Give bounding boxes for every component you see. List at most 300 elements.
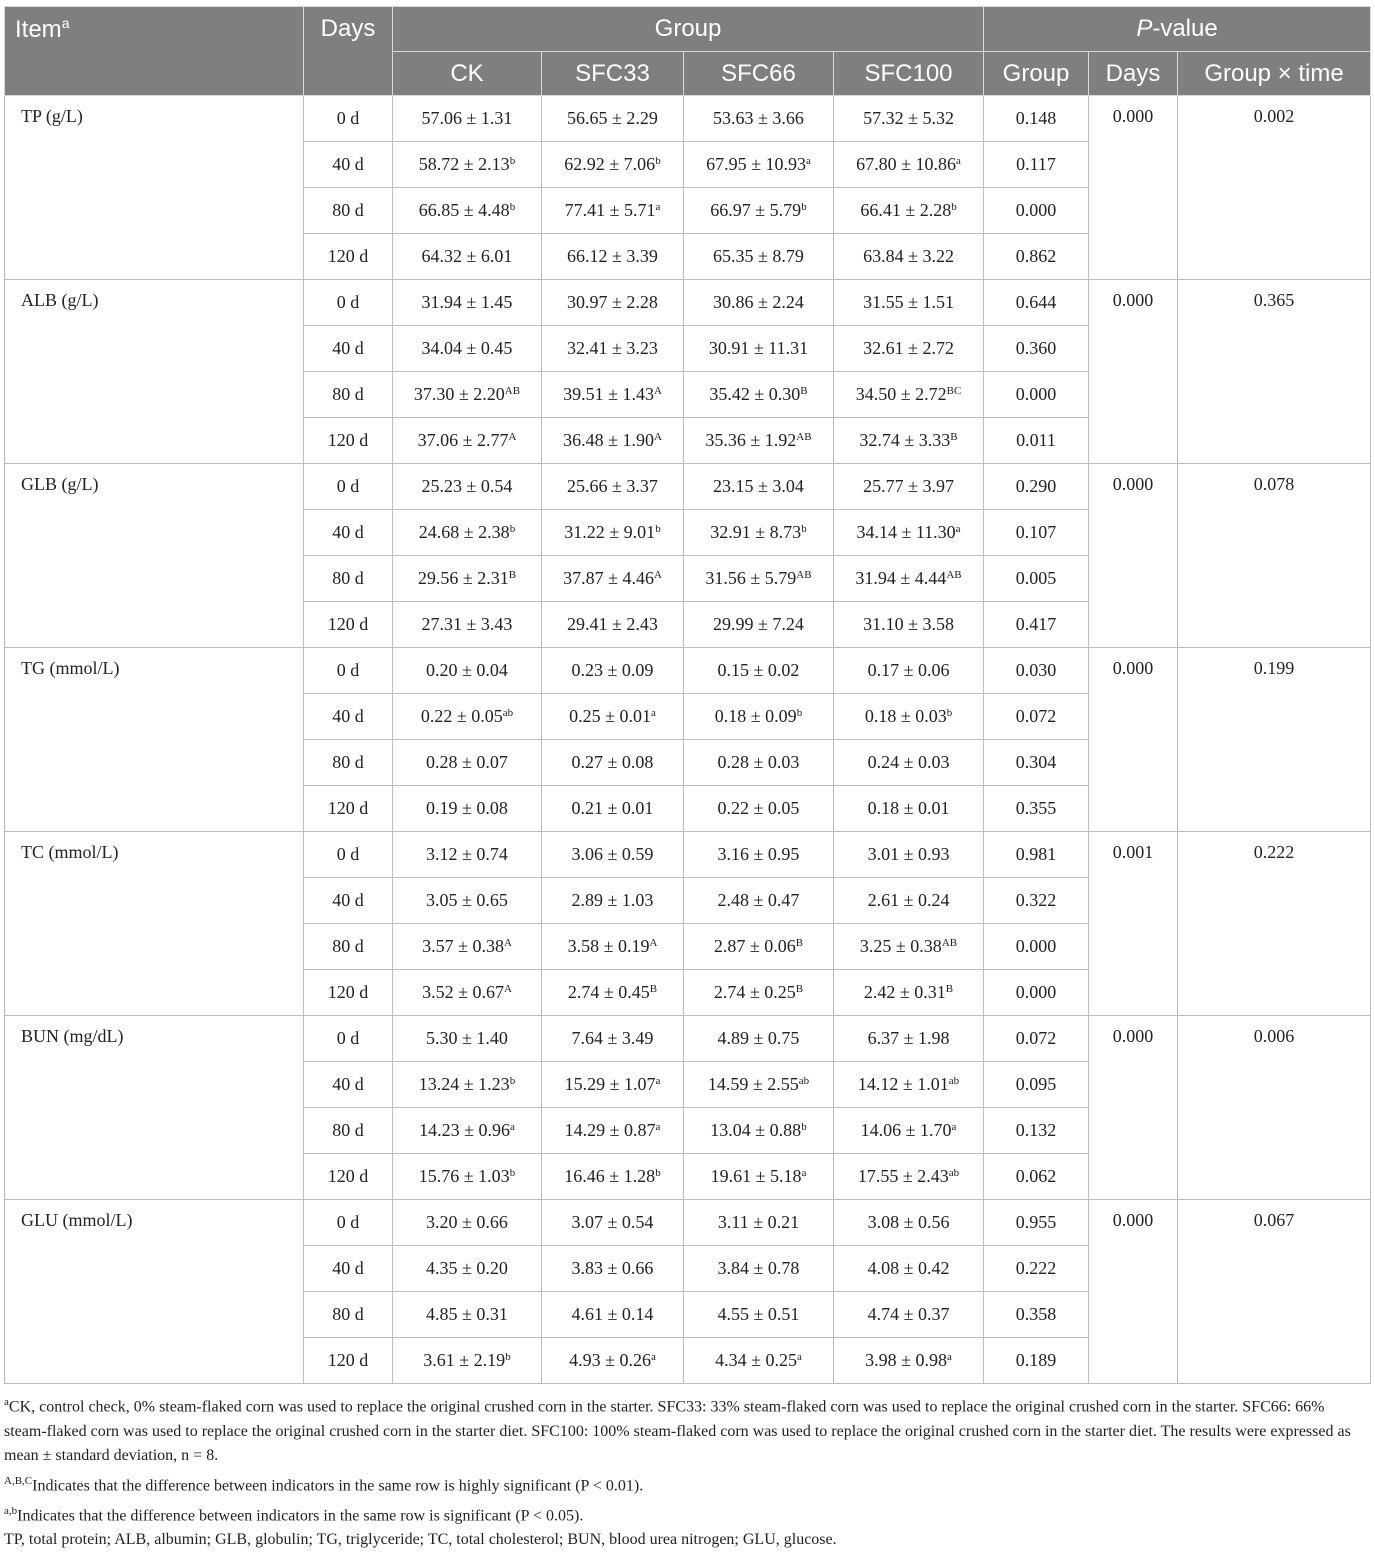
significance-letter: A: [653, 431, 662, 443]
value-text: 3.20 ± 0.66: [426, 1212, 508, 1232]
value-cell: [393, 832, 542, 878]
p-group-cell: 0.355: [984, 786, 1089, 832]
value-cell: [542, 280, 684, 326]
table-row: [5, 1200, 1371, 1246]
significance-letter: b: [801, 523, 807, 535]
day-cell: 40 d: [304, 326, 393, 372]
value-cell: [684, 188, 834, 234]
value-cell: [834, 188, 984, 234]
p-group-cell: 0.189: [984, 1338, 1089, 1384]
day-cell: 40 d: [304, 1062, 393, 1108]
day-cell: 120 d: [304, 786, 393, 832]
value-text: 34.14 ± 11.30: [856, 522, 956, 542]
header-days: Days: [304, 7, 393, 96]
value-cell: [542, 1246, 684, 1292]
value-text: 31.10 ± 3.58: [863, 614, 954, 634]
value-text: 3.98 ± 0.98: [865, 1350, 947, 1370]
day-cell: 40 d: [304, 142, 393, 188]
value-cell: [684, 924, 834, 970]
value-text: 3.06 ± 0.59: [571, 844, 654, 864]
p-group-cell: 0.955: [984, 1200, 1089, 1246]
p-days-cell: 0.000: [1089, 96, 1178, 280]
value-text: 2.74 ± 0.45: [567, 982, 650, 1002]
day-cell: 80 d: [304, 1292, 393, 1338]
header-sfc100: SFC100: [834, 52, 984, 96]
value-cell: [542, 188, 684, 234]
value-text: 3.84 ± 0.78: [717, 1258, 800, 1278]
value-cell: [834, 786, 984, 832]
value-cell: [542, 464, 684, 510]
value-text: 66.97 ± 5.79: [710, 200, 802, 220]
day-cell: 40 d: [304, 694, 393, 740]
day-cell: 40 d: [304, 510, 393, 556]
value-cell: [684, 786, 834, 832]
header-sfc66: SFC66: [684, 52, 834, 96]
value-cell: [684, 1338, 834, 1384]
header-group: Group: [393, 7, 984, 52]
significance-letter: b: [509, 523, 516, 535]
value-cell: [393, 648, 542, 694]
value-text: 0.24 ± 0.03: [867, 752, 950, 772]
significance-letter: b: [951, 201, 957, 213]
p-group-cell: 0.117: [984, 142, 1089, 188]
footnote-abbreviations: TP, total protein; ALB, albumin; GLB, globulin; TG, triglyceride; TC, total cholesterol; BUN, blood urea nitrogen; GLU, glucose.: [4, 1531, 837, 1549]
value-cell: [542, 786, 684, 832]
value-cell: [834, 878, 984, 924]
value-text: 58.72 ± 2.13: [418, 154, 510, 174]
footnote-ABC: $^{A,B,C}$Indicates that the difference between indicators in the same row is highly significant (P < 0.01).: [4, 1474, 644, 1495]
value-cell: [393, 1246, 542, 1292]
significance-letter: A: [653, 385, 662, 397]
p-interaction-cell: 0.002: [1178, 96, 1371, 280]
value-cell: [834, 602, 984, 648]
value-cell: [542, 510, 684, 556]
value-cell: [684, 510, 834, 556]
p-interaction-cell: 0.006: [1178, 1016, 1371, 1200]
value-cell: [393, 142, 542, 188]
significance-letter: B: [945, 983, 954, 995]
value-cell: [684, 234, 834, 280]
value-text: 63.84 ± 3.22: [863, 246, 954, 266]
significance-letter: a: [655, 1121, 661, 1133]
value-text: 36.48 ± 1.90: [563, 430, 654, 450]
significance-letter: a: [655, 1075, 661, 1087]
p-days-cell: 0.000: [1089, 648, 1178, 832]
value-cell: [542, 740, 684, 786]
item-name-cell: TP (g/L): [5, 96, 304, 280]
value-cell: [684, 556, 834, 602]
significance-letter: a: [651, 1351, 656, 1363]
value-cell: [834, 510, 984, 556]
p-interaction-cell: 0.078: [1178, 464, 1371, 648]
value-cell: [393, 280, 542, 326]
value-cell: [393, 326, 542, 372]
significance-letter: B: [800, 385, 808, 397]
value-text: 5.30 ± 1.40: [426, 1028, 508, 1048]
value-text: 4.61 ± 0.14: [571, 1304, 654, 1324]
value-cell: [393, 372, 542, 418]
value-cell: [542, 1292, 684, 1338]
value-text: 25.66 ± 3.37: [567, 476, 658, 496]
p-group-cell: 0.358: [984, 1292, 1089, 1338]
value-text: 27.31 ± 3.43: [421, 614, 513, 634]
value-text: 32.91 ± 8.73: [710, 522, 802, 542]
day-cell: 80 d: [304, 188, 393, 234]
value-text: 66.85 ± 4.48: [418, 200, 510, 220]
p-group-cell: 0.322: [984, 878, 1089, 924]
day-cell: 120 d: [304, 234, 393, 280]
significance-letter: A: [503, 937, 512, 949]
p-group-cell: 0.072: [984, 1016, 1089, 1062]
value-text: 3.05 ± 0.65: [426, 890, 508, 910]
value-text: 66.41 ± 2.28: [860, 200, 952, 220]
value-text: 29.41 ± 2.43: [567, 614, 658, 634]
value-cell: [542, 1338, 684, 1384]
significance-letter: B: [649, 983, 658, 995]
value-text: 3.01 ± 0.93: [867, 844, 950, 864]
value-text: 24.68 ± 2.38: [418, 522, 510, 542]
significance-letter: b: [655, 1167, 661, 1179]
value-cell: [684, 648, 834, 694]
value-cell: [393, 234, 542, 280]
value-text: 0.19 ± 0.08: [426, 798, 508, 818]
value-text: 2.89 ± 1.03: [571, 890, 654, 910]
value-cell: [834, 694, 984, 740]
p-group-cell: 0.148: [984, 96, 1089, 142]
significance-letter: B: [795, 983, 804, 995]
value-text: 4.93 ± 0.26: [569, 1350, 651, 1370]
day-cell: 80 d: [304, 924, 393, 970]
value-text: 0.25 ± 0.01: [569, 706, 651, 726]
day-cell: 80 d: [304, 372, 393, 418]
significance-letter: b: [509, 201, 516, 213]
value-text: 65.35 ± 8.79: [713, 246, 804, 266]
day-cell: 0 d: [304, 648, 393, 694]
value-text: 67.80 ± 10.86: [856, 154, 956, 174]
item-name-cell: TG (mmol/L): [5, 648, 304, 832]
value-text: 53.63 ± 3.66: [713, 108, 804, 128]
significance-letter: AB: [946, 569, 962, 581]
value-cell: [684, 1200, 834, 1246]
value-text: 0.28 ± 0.07: [426, 752, 508, 772]
value-cell: [393, 1200, 542, 1246]
value-text: 0.27 ± 0.08: [571, 752, 654, 772]
value-text: 2.74 ± 0.25: [713, 982, 796, 1002]
value-text: 16.46 ± 1.28: [564, 1166, 656, 1186]
value-cell: [393, 924, 542, 970]
item-name-cell: BUN (mg/dL): [5, 1016, 304, 1200]
value-text: 32.61 ± 2.72: [863, 338, 954, 358]
value-text: 3.12 ± 0.74: [426, 844, 508, 864]
value-cell: [393, 1016, 542, 1062]
value-cell: [684, 280, 834, 326]
table-row: [5, 96, 1371, 142]
significance-letter: AB: [504, 385, 521, 397]
significance-letter: AB: [796, 569, 812, 581]
significance-letter: B: [508, 569, 517, 581]
value-cell: [393, 418, 542, 464]
value-cell: [542, 326, 684, 372]
value-cell: [834, 96, 984, 142]
p-days-cell: 0.000: [1089, 464, 1178, 648]
significance-letter: b: [509, 1075, 516, 1087]
significance-letter: b: [509, 155, 516, 167]
value-text: 4.74 ± 0.37: [867, 1304, 950, 1324]
header-p-group: Group: [984, 52, 1089, 96]
value-cell: [834, 832, 984, 878]
p-interaction-cell: 0.222: [1178, 832, 1371, 1016]
value-text: 4.34 ± 0.25: [715, 1350, 797, 1370]
value-text: 2.48 ± 0.47: [717, 890, 800, 910]
value-text: 31.22 ± 9.01: [564, 522, 656, 542]
value-text: 35.36 ± 1.92: [705, 430, 797, 450]
table-container: [4, 6, 1370, 1553]
value-text: 0.23 ± 0.09: [571, 660, 654, 680]
value-text: 3.83 ± 0.66: [571, 1258, 654, 1278]
value-cell: [542, 372, 684, 418]
table-row: [5, 1016, 1371, 1062]
value-cell: [684, 740, 834, 786]
value-cell: [834, 418, 984, 464]
value-cell: [834, 1338, 984, 1384]
value-cell: [684, 1016, 834, 1062]
significance-letter: BC: [946, 385, 962, 397]
day-cell: 120 d: [304, 418, 393, 464]
value-text: 2.87 ± 0.06: [713, 936, 796, 956]
header-sfc33: SFC33: [542, 52, 684, 96]
significance-letter: a: [956, 155, 961, 167]
value-text: 62.92 ± 7.06: [564, 154, 656, 174]
p-group-cell: 0.000: [984, 924, 1089, 970]
value-cell: [834, 372, 984, 418]
value-cell: [542, 878, 684, 924]
value-cell: [393, 1062, 542, 1108]
significance-letter: ab: [798, 1075, 810, 1087]
p-days-cell: 0.000: [1089, 1200, 1178, 1384]
p-group-cell: 0.360: [984, 326, 1089, 372]
table-row: [5, 280, 1371, 326]
p-group-cell: 0.304: [984, 740, 1089, 786]
value-cell: [684, 418, 834, 464]
value-text: 0.22 ± 0.05: [717, 798, 800, 818]
significance-letter: A: [503, 983, 512, 995]
significance-letter: b: [505, 1351, 511, 1363]
day-cell: 120 d: [304, 1338, 393, 1384]
value-cell: [684, 96, 834, 142]
value-text: 0.18 ± 0.01: [867, 798, 950, 818]
item-name-cell: GLB (g/L): [5, 464, 304, 648]
value-text: 39.51 ± 1.43: [563, 384, 654, 404]
value-text: 30.91 ± 11.31: [708, 338, 809, 358]
p-group-cell: 0.644: [984, 280, 1089, 326]
significance-letter: ab: [948, 1075, 960, 1087]
value-cell: [393, 510, 542, 556]
value-text: 2.61 ± 0.24: [867, 890, 950, 910]
p-group-cell: 0.011: [984, 418, 1089, 464]
value-cell: [393, 1154, 542, 1200]
value-cell: [834, 1246, 984, 1292]
value-cell: [393, 694, 542, 740]
value-cell: [393, 96, 542, 142]
value-text: 23.15 ± 3.04: [713, 476, 804, 496]
day-cell: 120 d: [304, 602, 393, 648]
day-cell: 0 d: [304, 1016, 393, 1062]
value-text: 3.07 ± 0.54: [571, 1212, 654, 1232]
day-cell: 40 d: [304, 878, 393, 924]
header-item: Item$^a$: [5, 7, 304, 96]
value-text: 17.55 ± 2.43: [857, 1166, 949, 1186]
value-text: 6.37 ± 1.98: [867, 1028, 950, 1048]
day-cell: 0 d: [304, 1200, 393, 1246]
value-cell: [542, 142, 684, 188]
p-interaction-cell: 0.365: [1178, 280, 1371, 464]
value-cell: [684, 970, 834, 1016]
value-text: 4.35 ± 0.20: [426, 1258, 508, 1278]
value-text: 14.12 ± 1.01: [857, 1074, 949, 1094]
significance-letter: b: [796, 707, 803, 719]
value-text: 13.24 ± 1.23: [418, 1074, 510, 1094]
significance-letter: B: [795, 937, 804, 949]
value-cell: [684, 1154, 834, 1200]
value-cell: [393, 188, 542, 234]
value-text: 31.55 ± 1.51: [863, 292, 954, 312]
value-text: 30.97 ± 2.28: [567, 292, 658, 312]
value-text: 3.08 ± 0.56: [867, 1212, 950, 1232]
significance-letter: a: [806, 155, 811, 167]
value-text: 31.56 ± 5.79: [705, 568, 797, 588]
value-cell: [834, 924, 984, 970]
value-text: 57.06 ± 1.31: [421, 108, 513, 128]
p-group-cell: 0.132: [984, 1108, 1089, 1154]
value-cell: [684, 694, 834, 740]
p-group-cell: 0.981: [984, 832, 1089, 878]
value-text: 0.28 ± 0.03: [717, 752, 800, 772]
value-text: 14.29 ± 0.87: [564, 1120, 656, 1140]
value-cell: [542, 648, 684, 694]
value-cell: [684, 326, 834, 372]
value-text: 35.42 ± 0.30: [709, 384, 801, 404]
footnote-a: $^a$CK, control check, 0% steam-flaked corn was used to replace the original crushed corn in the starter. SFC33: 33% steam-flaked corn was used to replace the original crushed corn in the starter. SFC66: 66% steam-flaked corn was used to replace the original crushed corn in the starter diet. SFC100: 100% steam-flaked corn was used to replace the original crushed corn in the starter diet. The results were expressed as mean ± standard deviation, n = 8.: [4, 1396, 1351, 1465]
value-cell: [834, 326, 984, 372]
value-text: 34.50 ± 2.72: [855, 384, 947, 404]
value-text: 29.99 ± 7.24: [713, 614, 804, 634]
value-text: 14.59 ± 2.55: [707, 1074, 799, 1094]
value-cell: [684, 142, 834, 188]
value-text: 56.65 ± 2.29: [567, 108, 658, 128]
value-text: 0.15 ± 0.02: [717, 660, 800, 680]
significance-letter: a: [951, 1121, 957, 1133]
value-cell: [542, 1200, 684, 1246]
value-cell: [393, 556, 542, 602]
value-cell: [834, 280, 984, 326]
value-cell: [542, 1016, 684, 1062]
day-cell: 120 d: [304, 970, 393, 1016]
header-p-interaction: Group × time: [1178, 52, 1371, 96]
significance-letter: AB: [941, 937, 958, 949]
value-text: 3.61 ± 2.19: [423, 1350, 506, 1370]
value-text: 25.23 ± 0.54: [421, 476, 513, 496]
p-interaction-cell: 0.199: [1178, 648, 1371, 832]
significance-letter: a: [655, 201, 661, 213]
significance-letter: A: [508, 431, 517, 443]
value-cell: [393, 878, 542, 924]
day-cell: 0 d: [304, 280, 393, 326]
value-text: 77.41 ± 5.71: [564, 200, 656, 220]
value-cell: [542, 1062, 684, 1108]
value-cell: [834, 1016, 984, 1062]
value-text: 32.74 ± 3.33: [859, 430, 951, 450]
value-cell: [684, 1062, 834, 1108]
significance-letter: B: [950, 431, 958, 443]
table-row: [5, 832, 1371, 878]
value-cell: [393, 1338, 542, 1384]
value-cell: [393, 786, 542, 832]
p-days-cell: 0.000: [1089, 280, 1178, 464]
significance-letter: b: [509, 1167, 516, 1179]
value-text: 13.04 ± 0.88: [710, 1120, 802, 1140]
value-cell: [393, 740, 542, 786]
value-cell: [834, 464, 984, 510]
significance-letter: a: [801, 1167, 807, 1179]
day-cell: 0 d: [304, 464, 393, 510]
significance-letter: AB: [796, 431, 812, 443]
value-text: 37.87 ± 4.46: [563, 568, 654, 588]
value-cell: [834, 556, 984, 602]
value-text: 37.06 ± 2.77: [417, 430, 509, 450]
significance-letter: a: [510, 1121, 515, 1133]
value-cell: [834, 1292, 984, 1338]
value-text: 2.42 ± 0.31: [863, 982, 946, 1002]
value-text: 3.57 ± 0.38: [422, 936, 504, 956]
value-text: 0.18 ± 0.09: [714, 706, 797, 726]
table-row: [5, 648, 1371, 694]
value-text: 29.56 ± 2.31: [417, 568, 509, 588]
value-cell: [834, 648, 984, 694]
p-group-cell: 0.062: [984, 1154, 1089, 1200]
table-body: [5, 96, 1371, 1384]
value-cell: [542, 556, 684, 602]
value-cell: [393, 464, 542, 510]
significance-letter: A: [653, 569, 662, 581]
p-interaction-cell: 0.067: [1178, 1200, 1371, 1384]
significance-letter: A: [649, 937, 658, 949]
value-text: 3.58 ± 0.19: [567, 936, 650, 956]
value-text: 19.61 ± 5.18: [710, 1166, 802, 1186]
value-text: 7.64 ± 3.49: [571, 1028, 654, 1048]
item-name-cell: GLU (mmol/L): [5, 1200, 304, 1384]
value-cell: [834, 234, 984, 280]
p-group-cell: 0.000: [984, 188, 1089, 234]
value-cell: [684, 878, 834, 924]
value-text: 30.86 ± 2.24: [713, 292, 804, 312]
value-text: 67.95 ± 10.93: [706, 154, 806, 174]
p-group-cell: 0.417: [984, 602, 1089, 648]
value-cell: [834, 142, 984, 188]
value-text: 0.18 ± 0.03: [864, 706, 947, 726]
value-cell: [393, 970, 542, 1016]
p-group-cell: 0.030: [984, 648, 1089, 694]
value-cell: [542, 602, 684, 648]
significance-letter: b: [801, 201, 807, 213]
value-cell: [542, 234, 684, 280]
value-text: 37.30 ± 2.20: [413, 384, 505, 404]
value-text: 4.85 ± 0.31: [426, 1304, 508, 1324]
value-text: 4.08 ± 0.42: [867, 1258, 950, 1278]
significance-letter: ab: [502, 707, 514, 719]
value-cell: [542, 694, 684, 740]
p-days-cell: 0.001: [1089, 832, 1178, 1016]
p-group-cell: 0.000: [984, 372, 1089, 418]
